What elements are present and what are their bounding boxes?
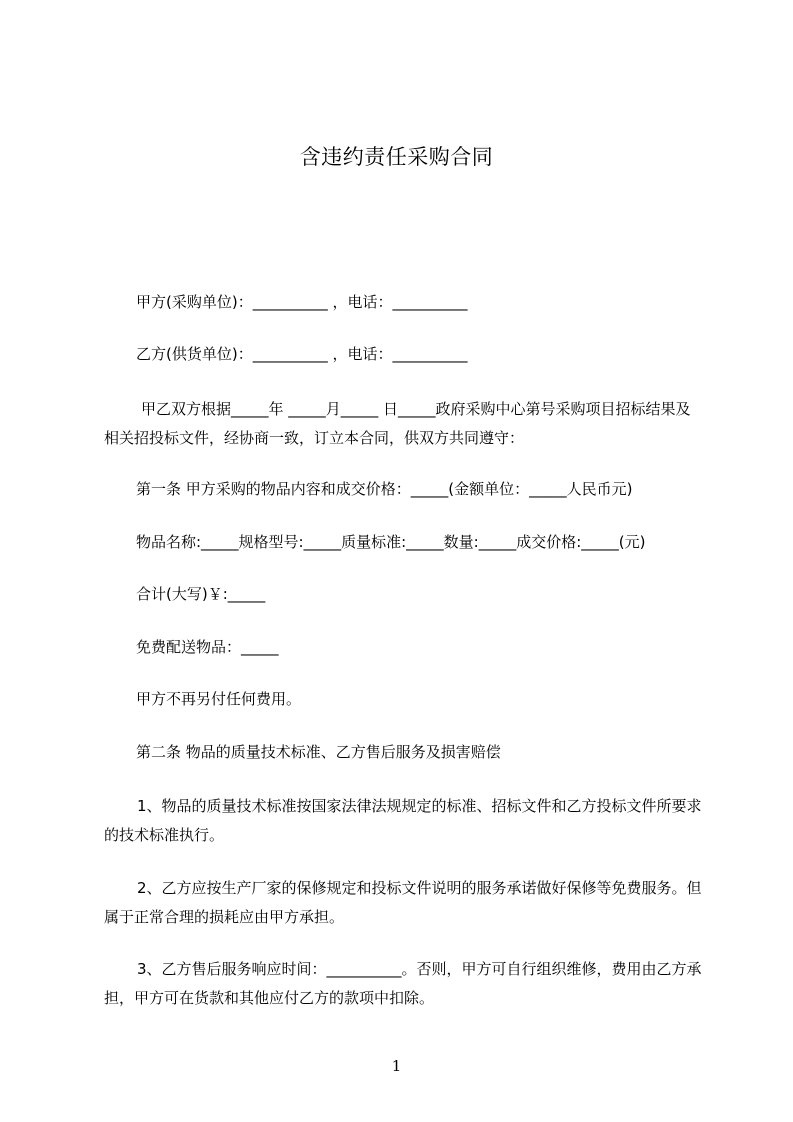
clause-3-paragraph: 3、乙方售后服务响应时间：__________。否则，甲方可自行组织维修，费用由乙方承担，甲方可在货款和其他应付乙方的款项中扣除。 [104, 960, 702, 1007]
item-details-line: 物品名称:_____规格型号:_____质量标准:_____数量:_____成交价格:_____(元) [136, 533, 646, 551]
article-2-heading: 第二条 物品的质量技术标准、乙方售后服务及损害赔偿 [136, 743, 501, 761]
party-b-line: 乙方(供货单位)：__________ ，电话：__________ [136, 345, 468, 363]
contract-title: 含违约责任采购合同 [299, 145, 494, 169]
clause-2-paragraph: 2、乙方应按生产厂家的保修规定和投标文件说明的服务承诺做好保修等免费服务。但属于正常合理的损耗应由甲方承担。 [104, 879, 702, 926]
no-extra-fee-line: 甲方不再另付任何费用。 [136, 690, 302, 708]
free-delivery-line: 免费配送物品：_____ [136, 638, 279, 656]
article-1-heading: 第一条 甲方采购的物品内容和成交价格：_____(金额单位：_____人民币元) [136, 480, 633, 498]
clause-1-paragraph: 1、物品的质量技术标准按国家法律法规规定的标准、招标文件和乙方投标文件所要求的技术标准执行。 [104, 797, 702, 844]
party-a-line: 甲方(采购单位)：__________ ，电话：__________ [136, 293, 468, 311]
page-number: 1 [391, 1057, 402, 1075]
preamble-paragraph: 甲乙双方根据_____年 _____月_____ 日_____政府采购中心第号采购项目招标结果及相关招投标文件，经协商一致，订立本合同，供双方共同遵守： [104, 400, 691, 447]
total-amount-line: 合计(大写)￥:_____ [136, 585, 266, 603]
